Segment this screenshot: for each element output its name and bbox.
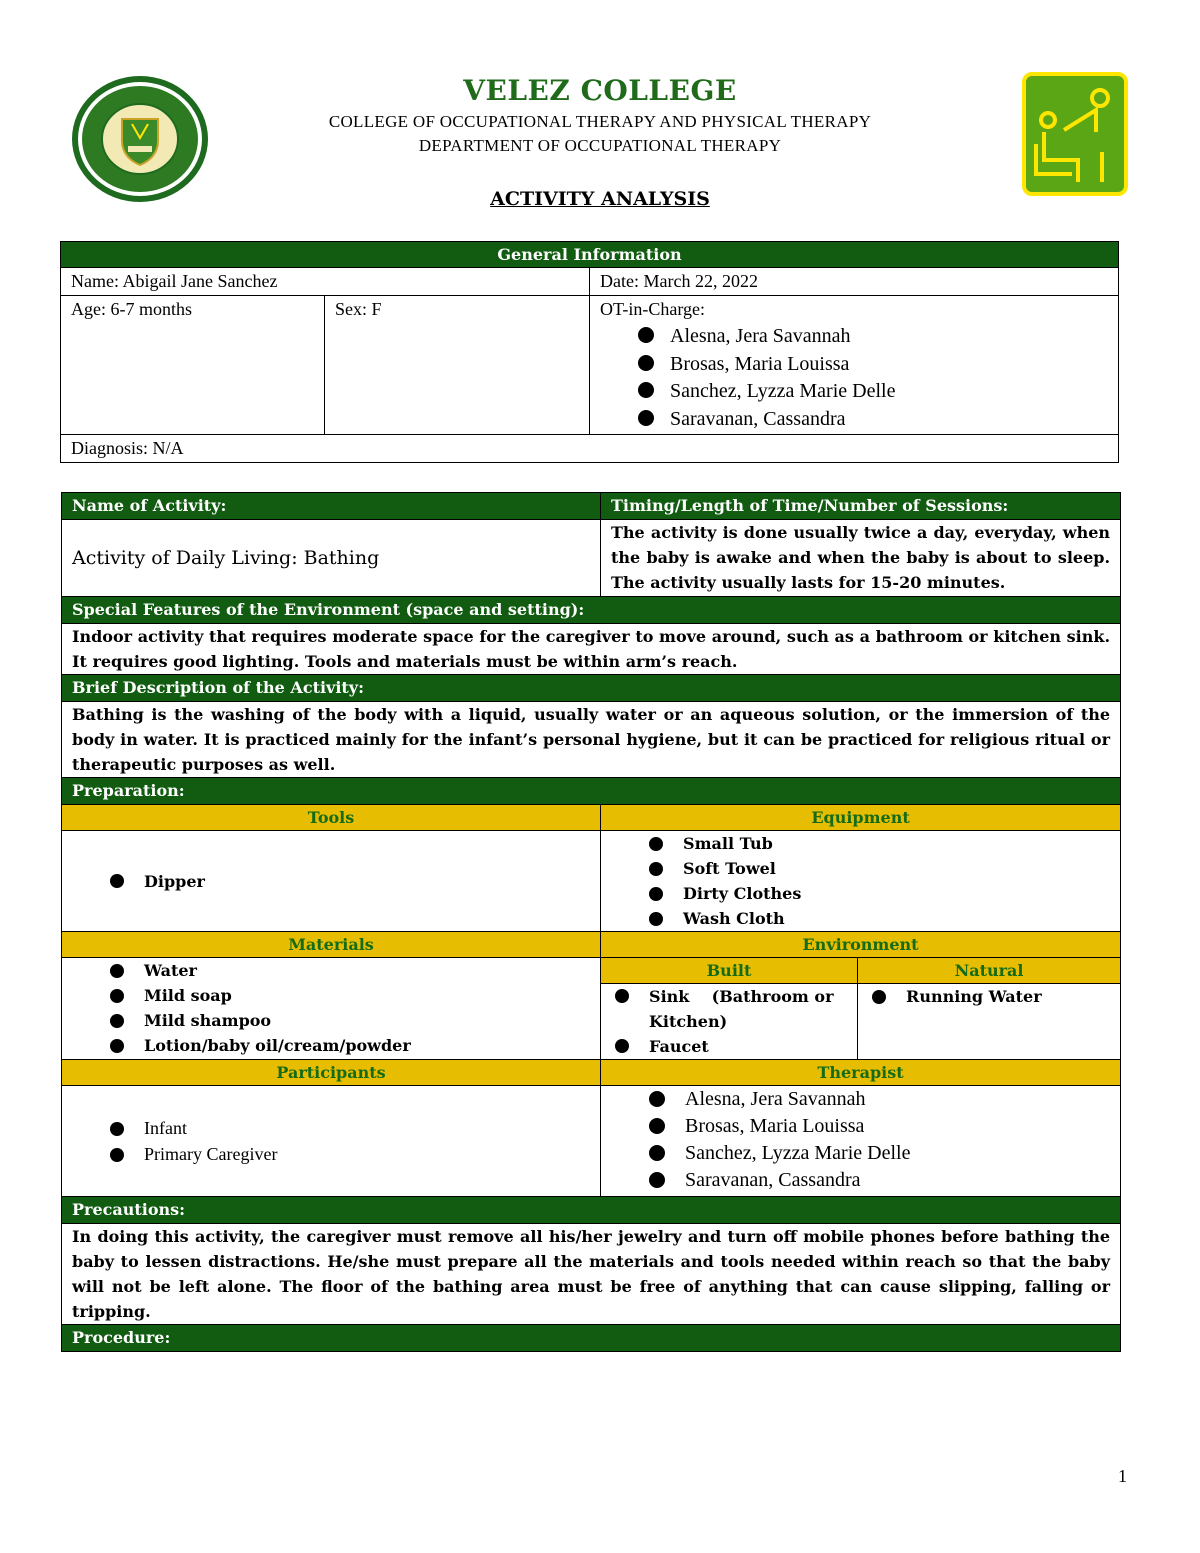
built-heading: Built bbox=[601, 958, 858, 984]
occupational-therapy-logo-icon bbox=[1022, 72, 1128, 196]
bullet-icon bbox=[649, 837, 663, 851]
list-item bbox=[649, 984, 847, 1034]
list-item bbox=[638, 378, 1108, 406]
equipment-name: Wash Cloth bbox=[683, 909, 785, 928]
department-name: DEPARTMENT OF OCCUPATIONAL THERAPY bbox=[418, 136, 782, 155]
materials-cell bbox=[62, 958, 601, 1060]
participant-name: Primary Caregiver bbox=[144, 1144, 278, 1164]
list-item bbox=[649, 881, 1110, 906]
procedure-label: Procedure: bbox=[62, 1325, 1121, 1352]
precautions-value: In doing this activity, the caregiver must remove all his/her jewelry and turn off mobile phones before bathing the baby to lessen distractions. He/she must prepare all the materials and tools needed within reach so that the baby will not be left alone. The floor of the bathing area must be free of anything that can cause slipping, falling or tripping. bbox=[62, 1224, 1121, 1325]
equipment-heading: Equipment bbox=[601, 805, 1121, 831]
bullet-icon bbox=[615, 989, 629, 1003]
bullet-icon bbox=[110, 964, 124, 978]
bullet-icon bbox=[638, 382, 654, 398]
college-name: COLLEGE OF OCCUPATIONAL THERAPY AND PHYSICAL THERAPY bbox=[328, 112, 872, 131]
diagnosis: Diagnosis: N/A bbox=[61, 435, 1119, 463]
bullet-icon bbox=[649, 912, 663, 926]
patient-age: Age: 6-7 months bbox=[61, 296, 325, 435]
therapist-cell bbox=[601, 1086, 1121, 1197]
material-name: Mild shampoo bbox=[144, 1011, 272, 1030]
bullet-icon bbox=[110, 1014, 124, 1028]
general-information-table bbox=[60, 241, 1119, 463]
bullet-icon bbox=[110, 1148, 124, 1162]
list-item bbox=[649, 831, 1110, 856]
bullet-icon bbox=[872, 990, 886, 1004]
ot-in-charge-label: OT-in-Charge: bbox=[600, 299, 705, 319]
description-value: Bathing is the washing of the body with a liquid, usually water or an aqueous solution, or the immersion of the body in water. It is practiced mainly for the infant’s personal hygiene, but it can be practiced for religious ritual or therapeutic purposes as well. bbox=[62, 702, 1121, 778]
bullet-icon bbox=[649, 887, 663, 901]
list-item bbox=[110, 1141, 590, 1167]
environment-cell bbox=[601, 958, 1121, 1060]
bullet-icon bbox=[615, 1039, 629, 1053]
ot-name: Brosas, Maria Louissa bbox=[670, 352, 850, 375]
therapist-name: Alesna, Jera Savannah bbox=[685, 1088, 866, 1110]
equipment-name: Soft Towel bbox=[683, 859, 776, 878]
list-item bbox=[638, 351, 1108, 379]
natural-heading: Natural bbox=[858, 958, 1121, 984]
built-cell bbox=[601, 984, 858, 1060]
therapist-name: Sanchez, Lyzza Marie Delle bbox=[685, 1142, 911, 1164]
patient-name: Name: Abigail Jane Sanchez bbox=[61, 268, 590, 296]
ot-in-charge-list bbox=[600, 323, 1108, 433]
equipment-name: Dirty Clothes bbox=[683, 884, 802, 903]
ot-name: Alesna, Jera Savannah bbox=[670, 325, 851, 347]
therapist-list bbox=[649, 1086, 1110, 1194]
bullet-icon bbox=[649, 1118, 665, 1134]
bullet-icon bbox=[110, 1122, 124, 1136]
natural-list bbox=[906, 984, 1110, 1009]
bullet-icon bbox=[649, 1145, 665, 1161]
list-item bbox=[110, 1115, 590, 1141]
tools-heading: Tools bbox=[62, 805, 601, 831]
materials-heading: Materials bbox=[62, 932, 601, 958]
list-item bbox=[110, 1033, 590, 1058]
natural-item: Running Water bbox=[906, 987, 1042, 1006]
built-list bbox=[649, 984, 847, 1059]
list-item bbox=[649, 1167, 1110, 1194]
bullet-icon bbox=[638, 410, 654, 426]
document-title: ACTIVITY ANALYSIS bbox=[490, 188, 710, 210]
ot-name: Saravanan, Cassandra bbox=[670, 407, 846, 430]
list-item bbox=[906, 984, 1110, 1009]
list-item bbox=[638, 406, 1108, 434]
list-item bbox=[110, 869, 590, 894]
ot-in-charge-cell bbox=[590, 296, 1119, 435]
materials-list bbox=[110, 958, 590, 1058]
bullet-icon bbox=[638, 327, 654, 343]
list-item bbox=[649, 906, 1110, 931]
bullet-icon bbox=[110, 1039, 124, 1053]
therapist-heading: Therapist bbox=[601, 1060, 1121, 1086]
bullet-icon bbox=[649, 862, 663, 876]
preparation-label: Preparation: bbox=[62, 778, 1121, 805]
environment-heading: Environment bbox=[601, 932, 1121, 958]
activity-name-value: Activity of Daily Living: Bathing bbox=[62, 520, 601, 597]
built-item: Faucet bbox=[649, 1037, 709, 1056]
bullet-icon bbox=[649, 1091, 665, 1107]
bullet-icon bbox=[638, 355, 654, 371]
material-name: Water bbox=[144, 961, 197, 980]
timing-label: Timing/Length of Time/Number of Sessions: bbox=[601, 493, 1121, 520]
list-item bbox=[110, 983, 590, 1008]
bullet-icon bbox=[110, 874, 124, 888]
timing-value: The activity is done usually twice a day, everyday, when the baby is awake and when the baby is about to sleep. The activity usually lasts for 15-20 minutes. bbox=[601, 520, 1121, 597]
participants-list bbox=[110, 1115, 590, 1167]
equipment-name: Small Tub bbox=[683, 834, 773, 853]
environment-subtable bbox=[601, 958, 1120, 1059]
list-item bbox=[649, 1113, 1110, 1140]
equipment-cell bbox=[601, 831, 1121, 932]
list-item bbox=[638, 323, 1108, 351]
natural-cell bbox=[858, 984, 1121, 1060]
tools-list bbox=[110, 869, 590, 894]
list-item bbox=[110, 1008, 590, 1033]
ot-name: Sanchez, Lyzza Marie Delle bbox=[670, 380, 896, 402]
participants-cell bbox=[62, 1086, 601, 1197]
participants-heading: Participants bbox=[62, 1060, 601, 1086]
precautions-label: Precautions: bbox=[62, 1197, 1121, 1224]
general-information-heading: General Information bbox=[61, 242, 1119, 268]
description-label: Brief Description of the Activity: bbox=[62, 675, 1121, 702]
bullet-icon bbox=[649, 1172, 665, 1188]
list-item bbox=[649, 1034, 847, 1059]
tools-cell bbox=[62, 831, 601, 932]
therapist-name: Brosas, Maria Louissa bbox=[685, 1115, 865, 1137]
therapist-name: Saravanan, Cassandra bbox=[685, 1169, 861, 1191]
participant-name: Infant bbox=[144, 1118, 187, 1138]
list-item bbox=[649, 1086, 1110, 1113]
list-item bbox=[649, 1140, 1110, 1167]
activity-analysis-table bbox=[61, 492, 1121, 1352]
patient-sex: Sex: F bbox=[325, 296, 590, 435]
material-name: Lotion/baby oil/cream/powder bbox=[144, 1036, 411, 1055]
equipment-list bbox=[649, 831, 1110, 931]
environment-features-value: Indoor activity that requires moderate space for the caregiver to move around, such as a bathroom or kitchen sink. It requires good lighting. Tools and materials must be within arm’s reach. bbox=[62, 624, 1121, 675]
institution-name: VELEZ COLLEGE bbox=[463, 74, 737, 107]
built-item: Sink (Bathroom or Kitchen) bbox=[649, 987, 840, 1031]
page-number: 1 bbox=[1118, 1466, 1127, 1486]
list-item bbox=[110, 958, 590, 983]
bullet-icon bbox=[110, 989, 124, 1003]
material-name: Mild soap bbox=[144, 986, 232, 1005]
activity-name-label: Name of Activity: bbox=[62, 493, 601, 520]
assessment-date: Date: March 22, 2022 bbox=[590, 268, 1119, 296]
environment-features-label: Special Features of the Environment (space and setting): bbox=[62, 597, 1121, 624]
tool-name: Dipper bbox=[144, 871, 205, 891]
document-header bbox=[0, 0, 1200, 230]
list-item bbox=[649, 856, 1110, 881]
